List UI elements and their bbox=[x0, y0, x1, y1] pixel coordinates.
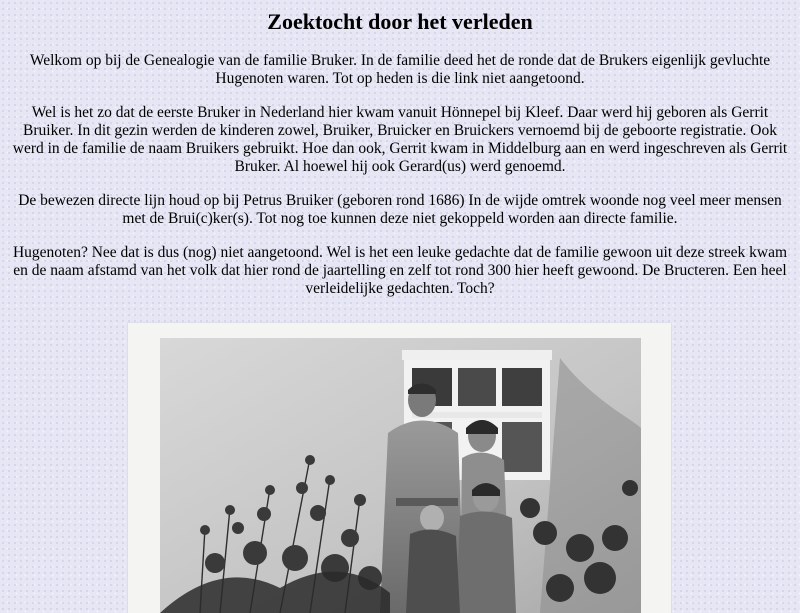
origin-paragraph: Wel is het zo dat de eerste Bruker in Nederland hier kwam vanuit Hönnepel bij Kleef. Daar werd hij geboren als Gerrit Bruiker. In dit gezin werden de kinderen zowel, Bruiker, Bruicker en Bruickers vernoemd bij de geboorte registratie. Ook werd in de familie de naam Bruikers gebruikt. Hoe dan ook, Gerrit kwam in Middelburg aan en werd ingeschreven als Gerrit Bruker. Al hoewel hij ook Gerard(us) werd genoemd. bbox=[12, 104, 788, 175]
family-photo-image bbox=[160, 338, 641, 613]
lineage-paragraph: De bewezen directe lijn houd op bij Petrus Bruiker (geboren rond 1686) In de wijde omtrek woonde nog veel meer mensen met de Brui(c)ker(s). Tot nog toe kunnen deze niet gekoppeld worden aan directe familie. bbox=[18, 192, 782, 227]
family-photo bbox=[128, 323, 671, 613]
page-title: Zoektocht door het verleden bbox=[267, 9, 533, 34]
family-photo-icon bbox=[160, 338, 641, 613]
intro-paragraph: Welkom op bij de Genealogie van de familie Bruker. In de familie deed het de ronde dat de Brukers eigenlijk gevluchte Hugenoten waren. Tot op heden is die link niet aangetoond. bbox=[29, 52, 771, 87]
hugenoten-paragraph: Hugenoten? Nee dat is dus (nog) niet aangetoond. Wel is het een leuke gedachte dat de familie gewoon uit deze streek kwam en de naam afstamd van het volk dat hier rond de jaartelling en zelf tot rond 300 hier heeft gewoond. De Bructeren. Een heel verleidelijke gedachten. Toch? bbox=[12, 244, 788, 297]
page-content bbox=[0, 8, 800, 298]
